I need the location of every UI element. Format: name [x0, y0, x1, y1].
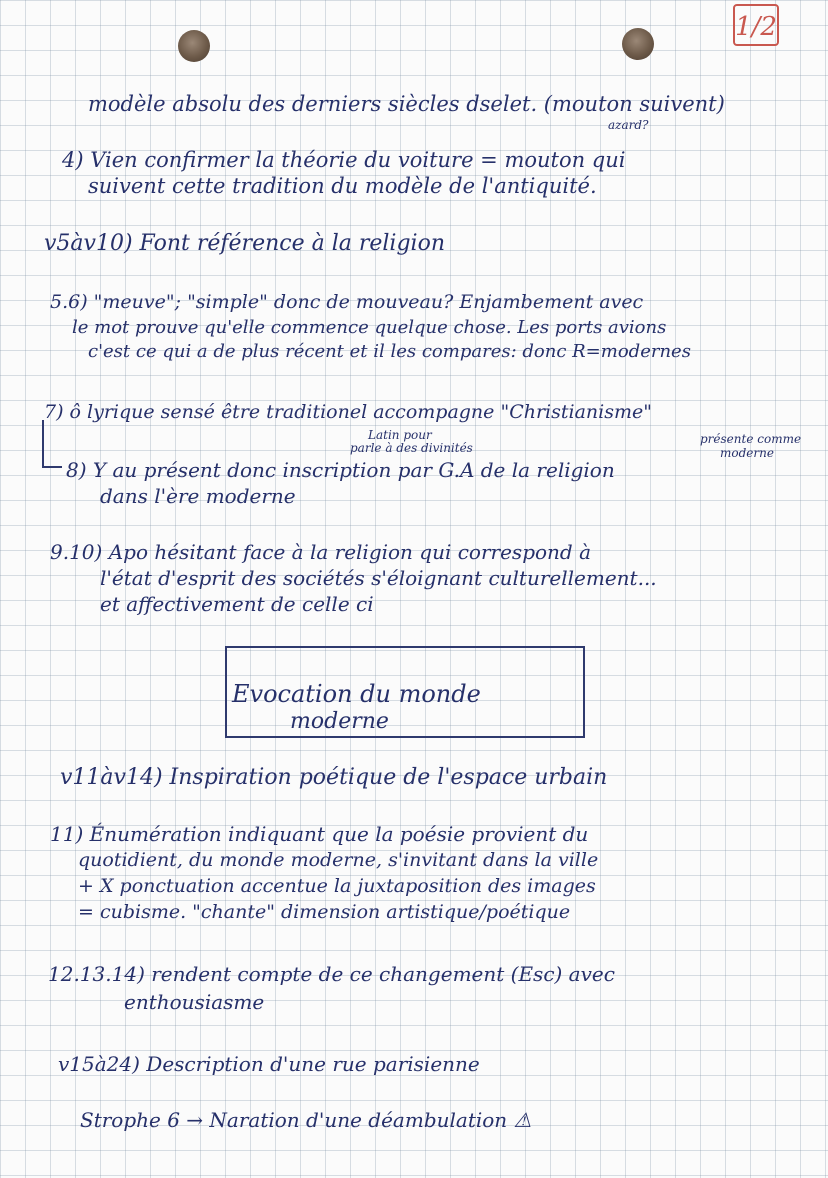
- note-line-18: = cubisme. "chante" dimension artistique/poétique: [78, 901, 571, 923]
- note-line-14: v11àv14) Inspiration poétique de l'espace urbain: [60, 765, 608, 790]
- note-line-9: 8) Y au présent donc inscription par G.A de la religion: [66, 458, 615, 482]
- note-line-21: v15à24) Description d'une rue parisienne: [58, 1052, 480, 1076]
- note-line-2: 4) Vien confirmer la théorie du voiture = mouton qui: [62, 148, 626, 172]
- note-line-13: et affectivement de celle ci: [100, 592, 374, 616]
- note-line-8-annotation-2: parle à des divinités: [350, 441, 473, 455]
- section-heading-line-1: Evocation du monde: [232, 680, 481, 708]
- note-line-1: modèle absolu des derniers siècles dselet. (mouton suivent): [88, 92, 725, 116]
- binder-hole-left: [178, 30, 210, 62]
- note-line-3: suivent cette tradition du modèle de l'antiquité.: [88, 174, 597, 198]
- note-line-19: 12.13.14) rendent compte de ce changement (Esc) avec: [48, 962, 615, 986]
- note-line-16: quotidient, du monde moderne, s'invitant dans la ville: [78, 849, 599, 871]
- note-line-6: le mot prouve qu'elle commence quelque chose. Les ports avions: [72, 317, 667, 338]
- page-number-badge: 1/2: [733, 4, 779, 46]
- note-line-8: 7) ô lyrique sensé être traditionel accompagne "Christianisme": [44, 401, 652, 423]
- arrow-hook-icon: [42, 420, 62, 468]
- note-line-17: + X ponctuation accentue la juxtaposition des images: [78, 875, 596, 897]
- note-line-10: dans l'ère moderne: [100, 484, 296, 508]
- note-line-8-annotation-3: présente comme: [700, 432, 802, 446]
- note-line-4: v5àv10) Font référence à la religion: [44, 231, 445, 256]
- note-line-5: 5.6) "meuve"; "simple" donc de mouveau? Enjambement avec: [50, 291, 644, 313]
- note-line-7: c'est ce qui a de plus récent et il les compares: donc R=modernes: [88, 341, 691, 362]
- section-heading-line-2: moderne: [290, 709, 389, 734]
- note-line-12: l'état d'esprit des sociétés s'éloignant culturellement...: [100, 566, 657, 590]
- note-line-8-annotation-4: moderne: [720, 446, 774, 460]
- note-line-11: 9.10) Apo hésitant face à la religion qui correspond à: [50, 540, 592, 564]
- binder-hole-right: [622, 28, 654, 60]
- note-line-1-annotation: azard?: [608, 118, 649, 132]
- note-line-22: Strophe 6 → Naration d'une déambulation ⚠: [80, 1108, 532, 1132]
- note-line-15: 11) Énumération indiquant que la poésie provient du: [50, 822, 589, 846]
- note-line-20: enthousiasme: [124, 990, 265, 1014]
- note-line-8-annotation-1: Latin pour: [368, 428, 432, 442]
